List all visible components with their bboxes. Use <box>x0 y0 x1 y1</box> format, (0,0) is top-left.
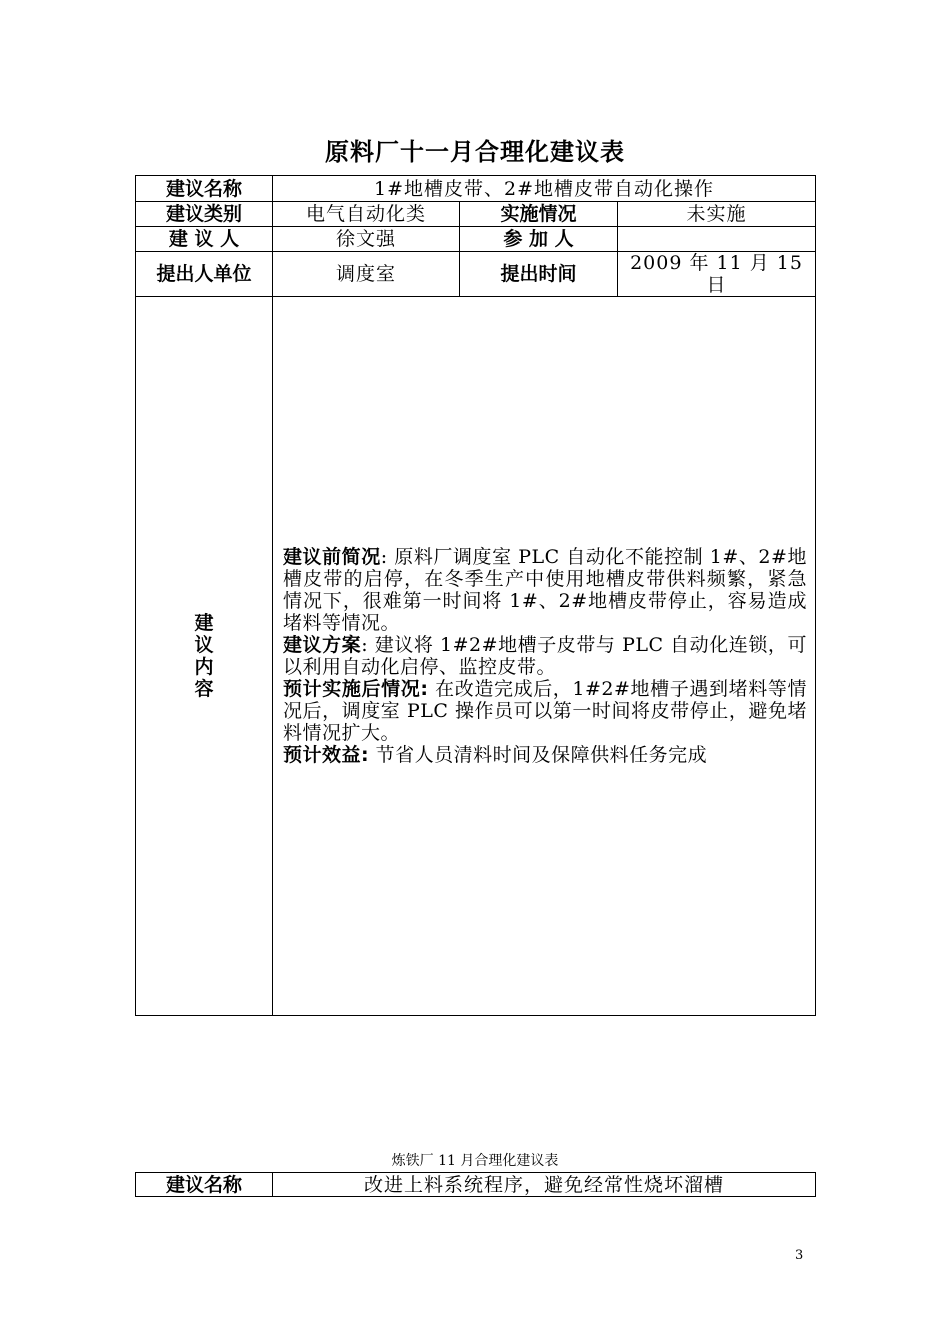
row-proposer <box>136 227 816 252</box>
category-label: 建议类别 <box>136 202 273 227</box>
page-title: 原料厂十一月合理化建议表 <box>325 138 625 166</box>
proposer-label: 建 议 人 <box>136 227 273 252</box>
status-value: 未实施 <box>618 202 816 227</box>
unit-label: 提出人单位 <box>136 252 273 297</box>
name-label: 建议名称 <box>136 176 273 202</box>
unit-value: 调度室 <box>273 252 460 297</box>
row-category <box>136 202 816 227</box>
second-form-table <box>135 1172 816 1197</box>
content-label-char: 内 <box>194 656 214 678</box>
after-label: 预计实施后情况: <box>283 678 429 700</box>
second-name-value: 改进上料系统程序，避免经常性烧坏溜槽 <box>273 1173 816 1197</box>
before-label: 建议前简况 <box>283 546 381 568</box>
after-text: 在改造完成后，1#2#地槽子遇到堵料等情况后，调度室 PLC 操作员可以第一时间将皮带停止，避免堵料情况扩大。 <box>283 678 808 744</box>
before-text: : 原料厂调度室 PLC 自动化不能控制 1#、2#地槽皮带的启停，在冬季生产中使用地槽皮带供料频繁，紧急情况下，很难第一时间将 1#、2#地槽皮带停止，容易造成堵料等情况。 <box>283 546 808 634</box>
content-label <box>136 297 273 1016</box>
second-row-name <box>136 1173 816 1197</box>
content-label-char: 容 <box>194 678 214 700</box>
status-label: 实施情况 <box>460 202 618 227</box>
plan-paragraph <box>283 634 807 678</box>
row-name <box>136 176 816 202</box>
content-label-char: 建 <box>194 612 214 634</box>
page-number: 3 <box>795 1248 804 1263</box>
benefit-text: 节省人员清料时间及保障供料任务完成 <box>369 744 708 766</box>
second-name-label: 建议名称 <box>136 1173 273 1197</box>
participants-value <box>618 227 816 252</box>
row-content <box>136 297 816 1016</box>
proposal-form-table <box>135 175 816 1016</box>
content-body <box>273 297 816 1016</box>
proposer-value: 徐文强 <box>273 227 460 252</box>
plan-label: 建议方案 <box>283 634 362 656</box>
before-paragraph <box>283 546 807 634</box>
plan-text: : 建议将 1#2#地槽子皮带与 PLC 自动化连锁，可以利用自动化启停、监控皮带。 <box>283 634 807 678</box>
category-value: 电气自动化类 <box>273 202 460 227</box>
second-form-caption: 炼铁厂 11 月合理化建议表 <box>391 1153 559 1169</box>
participants-label: 参 加 人 <box>460 227 618 252</box>
content-label-char: 议 <box>194 634 214 656</box>
row-unit <box>136 252 816 297</box>
benefit-label: 预计效益: <box>283 744 370 766</box>
date-value: 2009 年 11 月 15 日 <box>618 252 816 297</box>
name-value: 1#地槽皮带、2#地槽皮带自动化操作 <box>273 176 816 202</box>
date-label: 提出时间 <box>460 252 618 297</box>
benefit-paragraph <box>283 744 807 766</box>
after-paragraph <box>283 678 807 744</box>
